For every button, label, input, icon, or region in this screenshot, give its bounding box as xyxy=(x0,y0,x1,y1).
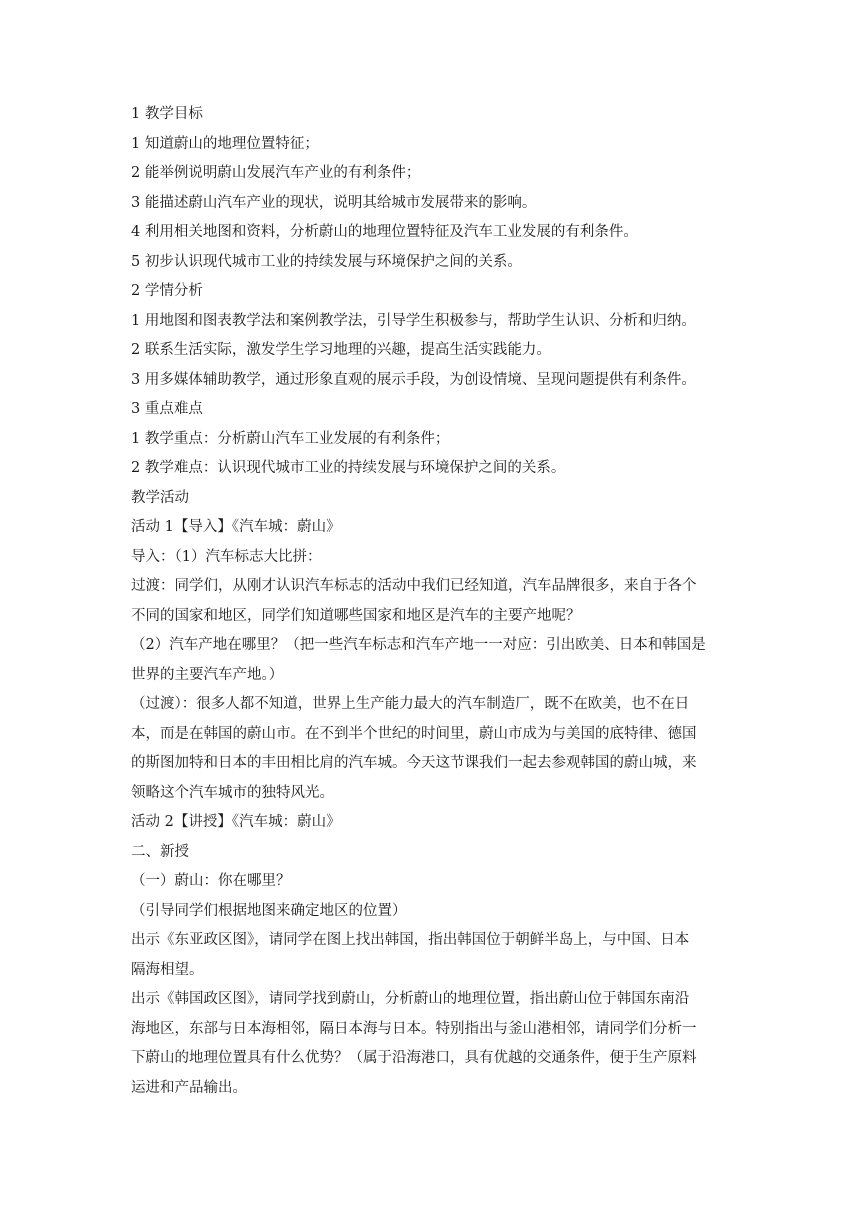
activity-heading: 活动 2【讲授】《汽车城：蔚山》 xyxy=(131,814,341,830)
paragraph-line: （引导同学们根据地图来确定地区的位置） xyxy=(131,902,407,919)
paragraph-line: 3 能描述蔚山汽车产业的现状，说明其给城市发展带来的影响。 xyxy=(131,194,537,211)
activity-heading: 活动 1【导入】《汽车城：蔚山》 xyxy=(131,519,341,535)
paragraph-line: 本，而是在韩国的蔚山市。在不到半个世纪的时间里，蔚山市成为与美国的底特律、德国 xyxy=(131,725,697,742)
paragraph-line: 隔海相望。 xyxy=(131,961,204,978)
paragraph-line: 不同的国家和地区，同学们知道哪些国家和地区是汽车的主要产地呢？ xyxy=(131,607,581,624)
paragraph-line: 运进和产品输出。 xyxy=(131,1079,247,1096)
section-heading-analysis: 2 学情分析 xyxy=(131,283,203,299)
paragraph-line: 世界的主要汽车产地。） xyxy=(131,666,284,683)
paragraph-line: 的斯图加特和日本的丰田相比肩的汽车城。今天这节课我们一起去参观韩国的蔚山城，来 xyxy=(131,755,697,771)
paragraph-line: 1 用地图和图表教学法和案例教学法，引导学生积极参与，帮助学生认识、分析和归纳。 xyxy=(131,312,696,329)
paragraph-line: 过渡：同学们，从刚才认识汽车标志的活动中我们已经知道，汽车品牌很多，来自于各个 xyxy=(131,578,697,594)
section-heading-key-points: 3 重点难点 xyxy=(131,401,203,417)
paragraph-line: 出示《东亚政区图》，请同学在图上找出韩国，指出韩国位于朝鲜半岛上，与中国、日本 xyxy=(131,932,690,948)
paragraph-line: 5 初步认识现代城市工业的持续发展与环境保护之间的关系。 xyxy=(131,253,522,270)
paragraph-line: 1 知道蔚山的地理位置特征； xyxy=(131,135,319,152)
paragraph-line: 海地区，东部与日本海相邻，隔日本海与日本。特别指出与釜山港相邻，请同学们分析一 xyxy=(131,1020,697,1037)
subsection-heading: （一）蔚山：你在哪里？ xyxy=(131,873,291,889)
paragraph-line: 出示《韩国政区图》，请同学找到蔚山，分析蔚山的地理位置，指出蔚山位于韩国东南沿 xyxy=(131,991,690,1007)
paragraph-line: 导入：（1）汽车标志大比拼： xyxy=(131,548,322,565)
paragraph-line: （过渡）：很多人都不知道，世界上生产能力最大的汽车制造厂，既不在欧美，也不在日 xyxy=(131,696,690,712)
paragraph-line: 1 教学重点：分析蔚山汽车工业发展的有利条件； xyxy=(131,430,450,447)
paragraph-line: 2 能举例说明蔚山发展汽车产业的有利条件； xyxy=(131,165,421,181)
paragraph-line: （2）汽车产地在哪里？（把一些汽车标志和汽车产地一一对应：引出欧美、日本和韩国是 xyxy=(131,637,706,653)
section-heading-activities: 教学活动 xyxy=(131,489,189,506)
document-body xyxy=(131,100,731,1103)
paragraph-line: 下蔚山的地理位置具有什么优势？（属于沿海港口，具有优越的交通条件，便于生产原料 xyxy=(131,1050,697,1066)
paragraph-line: 3 用多媒体辅助教学，通过形象直观的展示手段，为创设情境、呈现问题提供有利条件。 xyxy=(131,371,696,388)
paragraph-line: 4 利用相关地图和资料，分析蔚山的地理位置特征及汽车工业发展的有利条件。 xyxy=(131,224,638,240)
paragraph-line: 领略这个汽车城市的独特风光。 xyxy=(131,784,334,801)
paragraph-line: 2 联系生活实际，激发学生学习地理的兴趣，提高生活实践能力。 xyxy=(131,342,551,358)
section-heading-new-lesson: 二、新授 xyxy=(131,843,189,860)
paragraph-line: 2 教学难点：认识现代城市工业的持续发展与环境保护之间的关系。 xyxy=(131,460,566,476)
section-heading-objectives: 1 教学目标 xyxy=(131,106,203,122)
